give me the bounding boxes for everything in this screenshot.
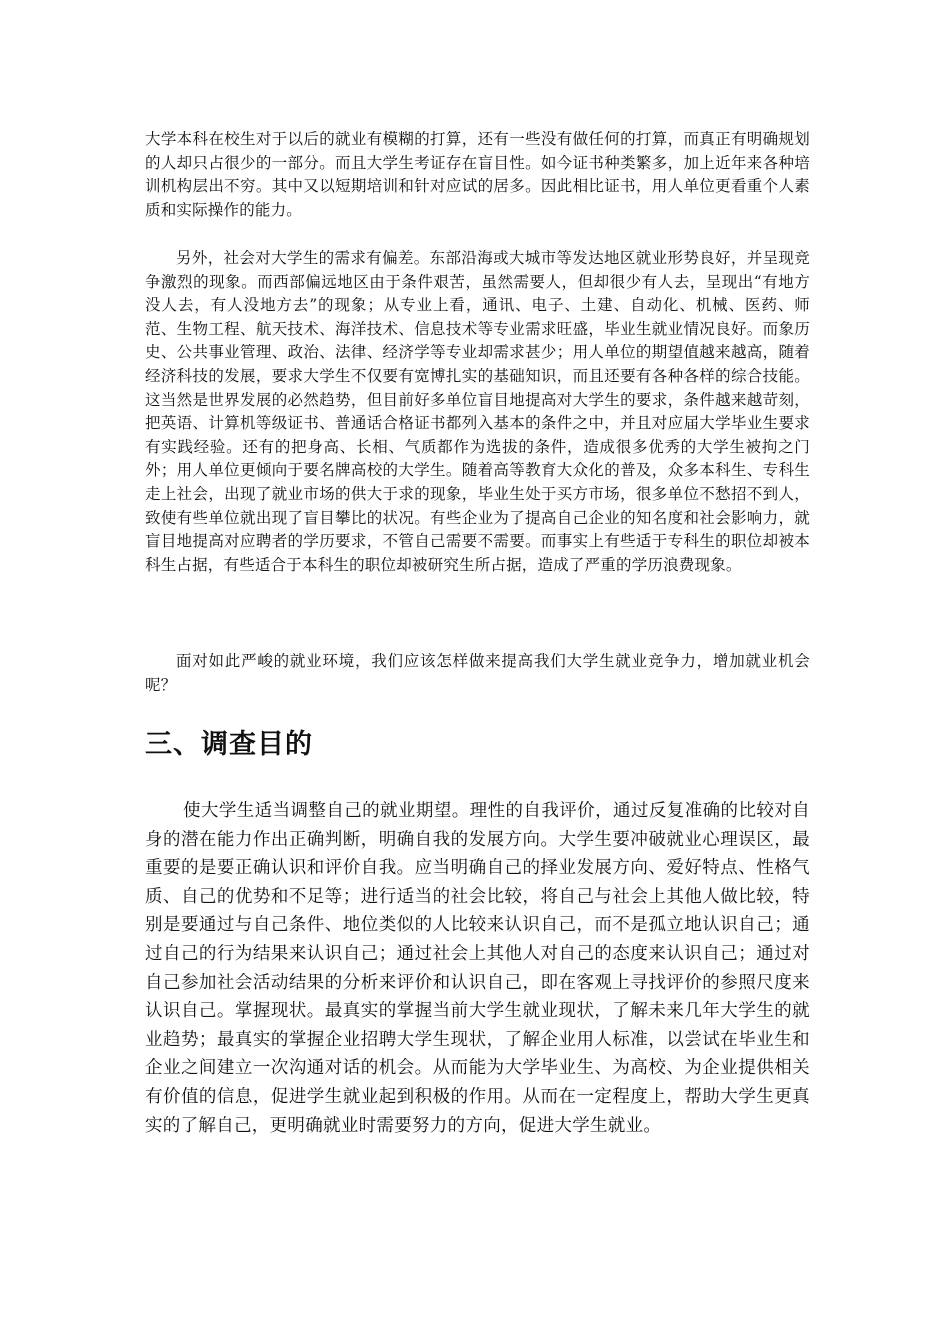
paragraph-social-demand: 另外，社会对大学生的需求有偏差。东部沿海或大城市等发达地区就业形势良好，并呈现竞争激烈的现象。而西部偏远地区由于条件艰苦，虽然需要人，但却很少有人去，呈现出“有地方没人去，有人没地方去”的现象；从专业上看，通讯、电子、土建、自动化、机械、医药、师范、生物工程、航天技术、海洋技术、信息技术等专业需求旺盛，毕业生就业情况良好。而象历史、公共事业管理、政治、法律、经济学等专业却需求甚少；用人单位的期望值越来越高，随着经济科技的发展，要求大学生不仅要有宽博扎实的基础知识，而且还要有各种各样的综合技能。这当然是世界发展的必然趋势，但目前好多单位盲目地提高对大学生的要求，条件越来越苛刻，把英语、计算机等级证书、普通话合格证书都列入基本的条件之中，并且对应届大学毕业生要求有实践经验。还有的把身高、长相、气质都作为选拔的条件，造成很多优秀的大学生被拘之门外；用人单位更倾向于要名牌高校的大学生。随着高等教育大众化的普及，众多本科生、专科生走上社会，出现了就业市场的供大于求的现象，毕业生处于买方市场，很多单位不愁招不到人，致使有些单位就出现了盲目攀比的状况。有些企业为了提高自己企业的知名度和社会影响力，就盲目地提高对应聘者的学历要求，不管自己需要不需要。而事实上有些适于专科生的职位却被本科生占据，有些适合于本科生的职位却被研究生所占据，造成了严重的学历浪费现象。	[145, 249, 810, 574]
paragraph-certificates: 大学本科在校生对于以后的就业有模糊的打算，还有一些没有做任何的打算，而真正有明确规划的人却只占很少的一部分。而且大学生考证存在盲目性。如今证书种类繁多，加上近年来各种培训机构层出不穷。其中又以短期培训和针对应试的居多。因此相比证书，用人单位更看重个人素质和实际操作的能力。	[145, 130, 810, 219]
section-heading: 三、调查目的	[145, 729, 313, 760]
paragraph-survey-purpose: 使大学生适当调整自己的就业期望。理性的自我评价，通过反复准确的比较对自身的潜在能力作出正确判断，明确自我的发展方向。大学生要冲破就业心理误区，最重要的是要正确认识和评价自我。应当明确自己的择业发展方向、爱好特点、性格气质、自己的优势和不足等；进行适当的社会比较，将自己与社会上其他人做比较，特别是要通过与自己条件、地位类似的人比较来认识自己，而不是孤立地认识自己；通过自己的行为结果来认识自己；通过社会上其他人对自己的态度来认识自己；通过对自己参加社会活动结果的分析来评价和认识自己，即在客观上寻找评价的参照尺度来认识自己。掌握现状。最真实的掌握当前大学生就业现状，了解未来几年大学生的就业趋势；最真实的掌握企业招聘大学生现状，了解企业用人标准，以尝试在毕业生和企业之间建立一次沟通对话的机会。从而能为大学毕业生、为高校、为企业提供相关有价值的信息，促进学生就业起到积极的作用。从而在一定程度上，帮助大学生更真实的了解自己，更明确就业时需要努力的方向，促进大学生就业。	[145, 801, 810, 1136]
paragraph-question: 面对如此严峻的就业环境，我们应该怎样做来提高我们大学生就业竞争力，增加就业机会呢？	[145, 652, 810, 694]
